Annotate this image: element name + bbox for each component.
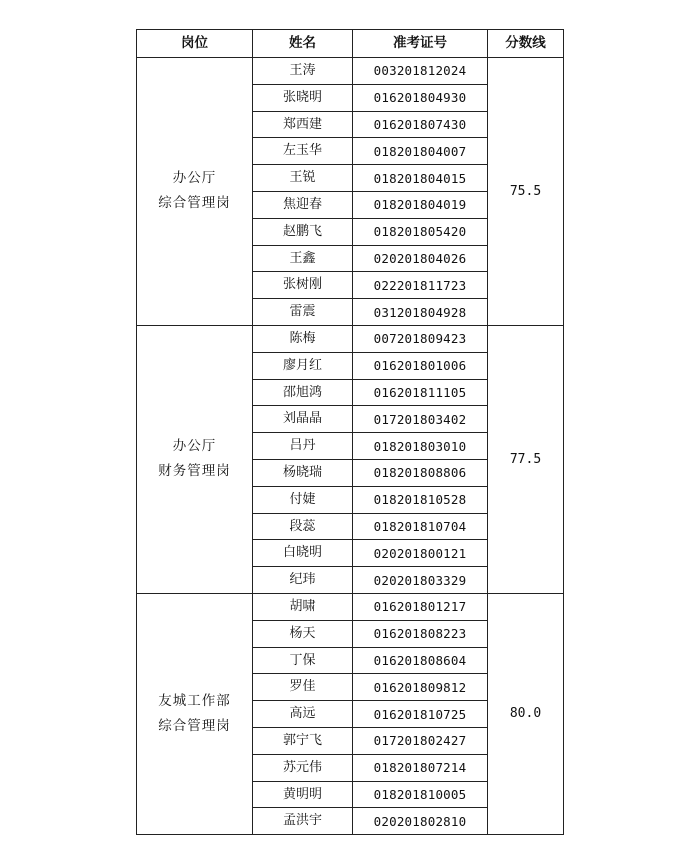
header-row — [137, 30, 564, 58]
post-line2: 综合管理岗 — [158, 195, 231, 212]
candidate-name: 罗佳 — [253, 674, 353, 701]
post-line2: 综合管理岗 — [158, 718, 231, 735]
exam-id: 007201809423 — [353, 325, 488, 352]
candidate-name: 陈梅 — [253, 325, 353, 352]
candidate-name: 邵旭鸿 — [253, 379, 353, 406]
exam-id: 018201807214 — [353, 754, 488, 781]
post-line2: 财务管理岗 — [158, 463, 231, 480]
post-line1: 友城工作部 — [158, 693, 231, 710]
table-row — [137, 58, 564, 85]
exam-id: 018201804007 — [353, 138, 488, 165]
score-line-table — [136, 29, 564, 835]
exam-id: 018201804019 — [353, 191, 488, 218]
table-body — [137, 58, 564, 835]
candidate-name: 张树刚 — [253, 272, 353, 299]
candidate-name: 孟洪宇 — [253, 808, 353, 835]
header-exam-id: 准考证号 — [353, 30, 488, 58]
exam-id: 016201808604 — [353, 647, 488, 674]
exam-id: 018201805420 — [353, 218, 488, 245]
candidate-name: 刘晶晶 — [253, 406, 353, 433]
exam-id: 017201802427 — [353, 727, 488, 754]
exam-id: 018201803010 — [353, 433, 488, 460]
exam-id: 003201812024 — [353, 58, 488, 85]
candidate-name: 付婕 — [253, 486, 353, 513]
candidate-name: 黄明明 — [253, 781, 353, 808]
post-cell — [137, 325, 253, 593]
candidate-name: 雷震 — [253, 299, 353, 326]
candidate-name: 胡啸 — [253, 593, 353, 620]
candidate-name: 王锐 — [253, 165, 353, 192]
exam-id: 016201804930 — [353, 84, 488, 111]
candidate-name: 纪玮 — [253, 567, 353, 594]
candidate-name: 杨晓瑞 — [253, 459, 353, 486]
candidate-name: 苏元伟 — [253, 754, 353, 781]
exam-id: 016201809812 — [353, 674, 488, 701]
candidate-name: 廖月红 — [253, 352, 353, 379]
exam-id: 016201807430 — [353, 111, 488, 138]
post-line1: 办公厅 — [172, 438, 217, 455]
score-line-cell: 80.0 — [488, 593, 564, 834]
exam-id: 016201801217 — [353, 593, 488, 620]
candidate-name: 白晓明 — [253, 540, 353, 567]
score-line-cell: 75.5 — [488, 58, 564, 326]
post-line1: 办公厅 — [172, 170, 217, 187]
exam-id: 018201810704 — [353, 513, 488, 540]
exam-id: 020201804026 — [353, 245, 488, 272]
post-cell — [137, 593, 253, 834]
exam-id: 016201801006 — [353, 352, 488, 379]
table-row — [137, 325, 564, 352]
exam-id: 017201803402 — [353, 406, 488, 433]
candidate-name: 段蕊 — [253, 513, 353, 540]
candidate-name: 吕丹 — [253, 433, 353, 460]
candidate-name: 杨天 — [253, 620, 353, 647]
candidate-name: 王鑫 — [253, 245, 353, 272]
exam-id: 020201802810 — [353, 808, 488, 835]
header-score-line: 分数线 — [488, 30, 564, 58]
candidate-name: 丁保 — [253, 647, 353, 674]
candidate-name: 焦迎春 — [253, 191, 353, 218]
candidate-name: 郭宁飞 — [253, 727, 353, 754]
exam-id: 018201810528 — [353, 486, 488, 513]
header-post: 岗位 — [137, 30, 253, 58]
candidate-name: 高远 — [253, 701, 353, 728]
exam-id: 018201810005 — [353, 781, 488, 808]
exam-id: 016201810725 — [353, 701, 488, 728]
exam-id: 020201800121 — [353, 540, 488, 567]
score-line-cell: 77.5 — [488, 325, 564, 593]
table-row — [137, 593, 564, 620]
exam-id: 020201803329 — [353, 567, 488, 594]
candidate-name: 左玉华 — [253, 138, 353, 165]
exam-id: 022201811723 — [353, 272, 488, 299]
candidate-name: 王涛 — [253, 58, 353, 85]
exam-id: 018201804015 — [353, 165, 488, 192]
candidate-name: 张晓明 — [253, 84, 353, 111]
post-cell — [137, 58, 253, 326]
candidate-name: 赵鹏飞 — [253, 218, 353, 245]
candidate-name: 郑西建 — [253, 111, 353, 138]
exam-id: 016201808223 — [353, 620, 488, 647]
exam-id: 018201808806 — [353, 459, 488, 486]
header-name: 姓名 — [253, 30, 353, 58]
exam-id: 031201804928 — [353, 299, 488, 326]
exam-id: 016201811105 — [353, 379, 488, 406]
